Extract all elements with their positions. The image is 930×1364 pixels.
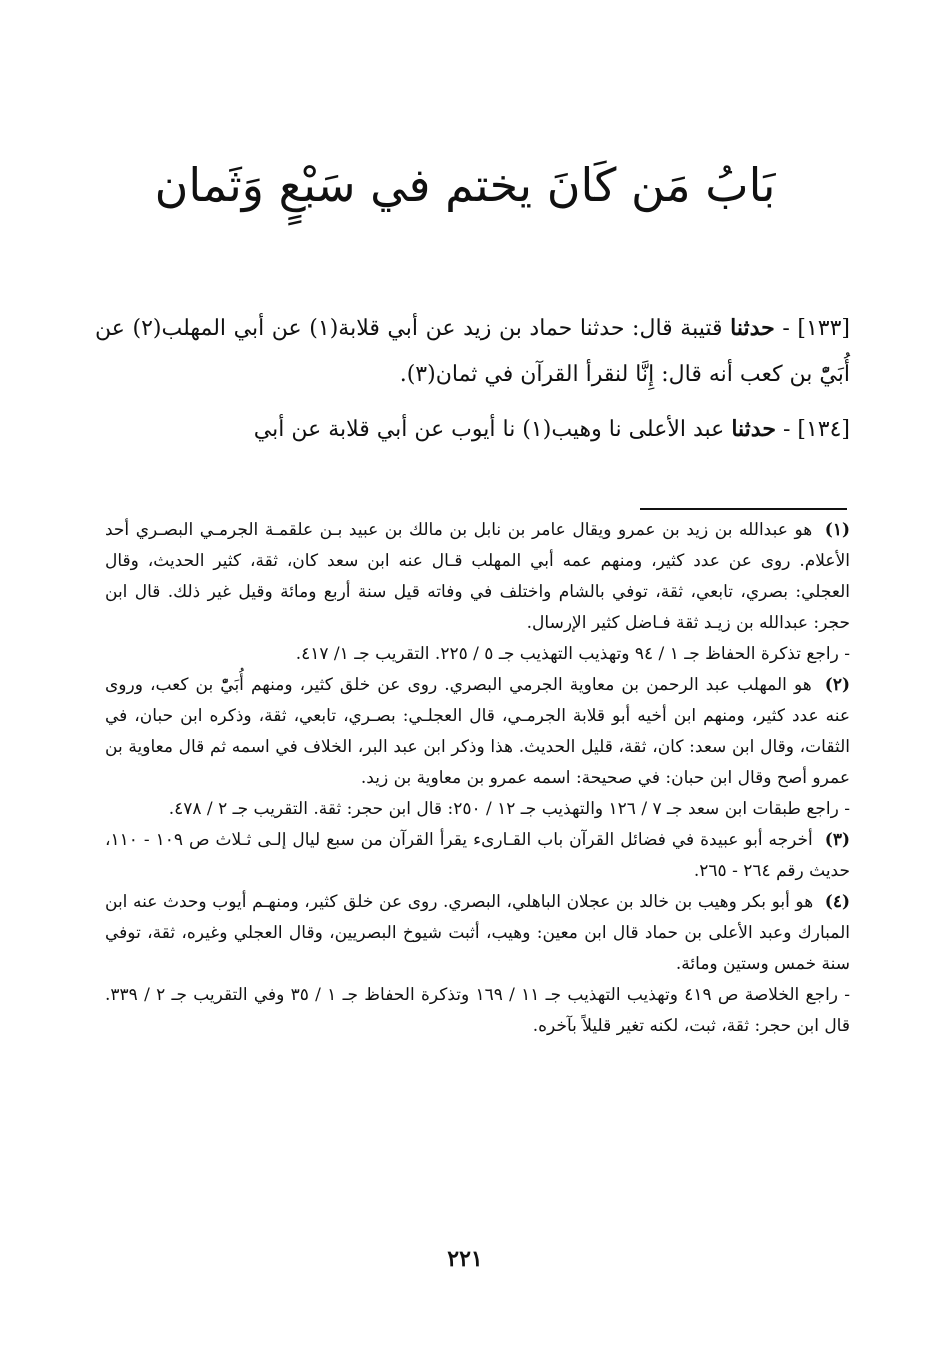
footnote-number: (٣) xyxy=(824,830,850,850)
haddathana-label: حدثنا xyxy=(731,416,776,442)
footnote-number: (١) xyxy=(824,520,851,540)
footnote-text: أخرجه أبو عبيدة في فضائل القرآن باب القـارىء يقرأ القرآن من سبع ليال إلـى ثـلاث ص ١٠٩ - ١١٠، حديث رقم ٢٦٤ - ٢٦٥. xyxy=(105,830,850,881)
footnote-2 xyxy=(105,670,850,794)
chapter-title: بَابُ مَن كَانَ يختم في سَبْعٍ وَثَمان xyxy=(154,158,776,212)
hadith-134 xyxy=(95,406,850,453)
main-text xyxy=(95,305,850,461)
footnote-text: هو أبو بكر وهيب بن خالد بن عجلان الباهلي، البصري. روى عن خلق كثير، ومنهـم أيوب وحدث عنه ابن المبارك وعبد الأعلى بن حماد قال ابن معين: وهيب، أثبت شيوخ البصريين، وقال العجلي وغيره، ثقة، توفي سنة خمس وستين ومائة. xyxy=(105,892,850,974)
footnote-number: (٢) xyxy=(824,675,851,695)
footnote-1 xyxy=(105,515,850,639)
hadith-133 xyxy=(95,305,850,398)
hadith-number: [١٣٤] - xyxy=(782,417,850,442)
footnotes xyxy=(105,515,850,1042)
footnote-reference: - راجع تذكرة الحفاظ جـ ١ / ٩٤ وتهذيب التهذيب جـ ٥ / ٢٢٥. التقريب جـ ١/ ٤١٧. xyxy=(295,644,850,664)
footnote-separator xyxy=(640,508,847,510)
footnote-3 xyxy=(105,825,850,887)
footnote-reference: - راجع طبقات ابن سعد جـ ٧ / ١٢٦ والتهذيب جـ ١٢ / ٢٥٠: قال ابن حجر: ثقة. التقريب جـ ٢ / ٤٧٨. xyxy=(168,799,850,819)
page-number: ٢٢١ xyxy=(447,1246,483,1272)
footnote-reference: - راجع الخلاصة ص ٤١٩ وتهذيب التهذيب جـ ١١ / ١٦٩ وتذكرة الحفاظ جـ ١ / ٣٥ وفي التقريب جـ ٢ / ٣٣٩. قال ابن حجر: ثقة، ثبت، لكنه تغير قليلاً بآخره. xyxy=(105,985,851,1036)
footnote-4 xyxy=(105,887,850,980)
hadith-text: قتيبة قال: حدثنا حماد بن زيد عن أبي قلابة(١) عن أبي المهلب(٢) عن أُبَيّْ بن كعب أنه قال: إِنَّا لنقرأ القرآن في ثمان(٣). xyxy=(95,316,850,387)
footnote-text: هو عبدالله بن زيد بن عمرو ويقال عامر بن نابل بن مالك بن عبيد بـن علقمـة الجرمـي البصـري أحد الأعلام. روى عن عدد كثير، ومنهم عمه أبي المهلب قـال عنه ابن سعد كان، ثقة، كثير الحديث، وقال العجلي: بصري، تابعي، ثقة، توفي بالشام واختلف في وفاته قيل سنة أربع ومائة وقيل غير ذلك. قال ابن حجر: عبدالله بن زيـد ثقة فـاضل كثير الإرسال. xyxy=(105,520,850,633)
footnote-text: هو المهلب عبد الرحمن بن معاوية الجرمي البصري. روى عن خلق كثير، ومنهم أُبَيّْ بن كعب، وروى عنه عدد كثير، ومنهم ابن أخيه أبو قلابة الجرمـي، قال العجلـي: بصـري، تابعي، ثقة، وذكره ابن حبان، في الثقات، وقال ابن سعد: كان، ثقة، قليل الحديث. هذا وذكر ابن عبد البر، الخلاف في اسمه ثم قال معاوية بن عمرو أصح وقال ابن حبان: في صحيحة: اسمه عمرو بن معاوية بن زيد. xyxy=(105,675,850,788)
haddathana-label: حدثنا xyxy=(730,315,775,341)
hadith-text: عبد الأعلى نا وهيب(١) نا أيوب عن أبي قلابة عن أبي xyxy=(253,417,725,442)
footnote-number: (٤) xyxy=(824,892,851,912)
hadith-number: [١٣٣] - xyxy=(782,316,851,341)
